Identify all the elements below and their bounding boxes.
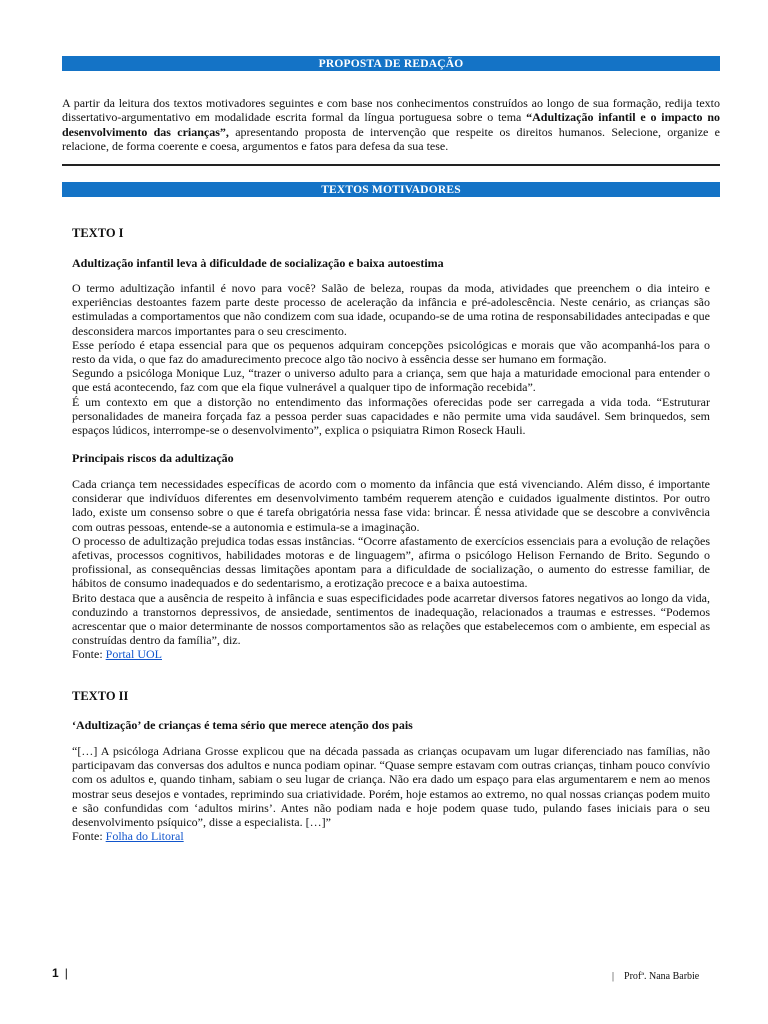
texto1-paragraph: É um contexto em que a distorção no entendimento das informações oferecidas pode ser carregada a vida toda. “Estruturar personalidades de maneira forçada faz a pessoa perder suas capacidades e não permite uma vida saudável. Sem brinquedos, sem espaços lúdicos, interrompe-se o desenvolvimento”, explica o psiquiatra Rimon Roseck Hauli. xyxy=(72,394,710,438)
texto1-source xyxy=(72,647,710,661)
footer-separator: | xyxy=(612,971,615,982)
footer-page-number xyxy=(52,966,68,980)
intro-text-part2: apresentando proposta de intervenção que respeite os direitos humanos. Selecione, organize e relacione, de forma coerente e coesa, argumentos e fatos para defesa da sua tese. xyxy=(62,124,720,154)
footer-separator: | xyxy=(64,966,68,980)
proposta-header-bar xyxy=(62,56,720,71)
texto1-paragraph: Brito destaca que a ausência de respeito à infância e suas especificidades pode acarretar diversos fatores negativos ao longo da vida, conduzindo a transtornos depressivos, de ansiedade, sentimentos de inadequação, relacionados a traumas e estresses. “Podemos acrescentar que o maior determinante de nossos comportamentos são as relações que estabelecemos com o ambiente, em especial as construídas dentro da família”, diz. xyxy=(72,590,710,648)
texto1-headline: Adultização infantil leva à dificuldade de socialização e baixa autoestima xyxy=(72,256,444,270)
texto2-headline: ‘Adultização’ de crianças é tema sério que merece atenção dos pais xyxy=(72,718,413,732)
source-label: Fonte: xyxy=(72,647,106,662)
intro-theme: “Adultização infantil e o impacto no desenvolvimento das crianças”, xyxy=(62,110,721,139)
source-link-portal-uol[interactable]: Portal UOL xyxy=(105,647,162,662)
footer-author xyxy=(612,970,699,984)
page-number: 1 xyxy=(52,966,59,980)
source-label: Fonte: xyxy=(72,829,106,844)
texto1-paragraph: Segundo a psicóloga Monique Luz, “trazer o universo adulto para a criança, sem que haja a maturidade emocional para entender o que está acontecendo, faz com que ela fique vulnerável a qualquer tipo de informação recebida”. xyxy=(72,366,710,395)
texto1-body-2 xyxy=(72,477,710,662)
section-divider xyxy=(62,164,720,166)
texto1-paragraph: O processo de adultização prejudica todas essas instâncias. “Ocorre afastamento de exercícios essenciais para a evolução de relações afetivas, processos cognitivos, habilidades motoras e de linguagem”, afirma o psicólogo Helison Fernando de Brito. Segundo o profissional, as consequências dessas limitações apontam para a dificuldade de socialização, o aumento do estresse familiar, de hábitos de consumo inadequados e do sedentarismo, a erotização precoce e a baixa autoestima. xyxy=(72,533,710,591)
texto1-paragraph: Cada criança tem necessidades específicas de acordo com o momento da infância que está vivenciando. Além disso, é importante considerar que indivíduos diferentes em desenvolvimento também requerem atenção e cuidados igualmente distintos. Por outro lado, existe um consenso sobre o que é tarefa obrigatória nessa fase vida: brincar. É nessa atividade que se descobre a convivência com outras pessoas, entende-se a autonomia e estimula-se a imaginação. xyxy=(72,477,710,534)
texto2-title: TEXTO II xyxy=(72,689,129,703)
proposta-header-label: PROPOSTA DE REDAÇÃO xyxy=(318,58,464,70)
texto1-body xyxy=(72,281,710,437)
texto1-paragraph: Esse período é etapa essencial para que os pequenos adquiram concepções psicológicas e morais que vão acompanhá-los para o resto da vida, o que faz do amadurecimento precoce algo tão nocivo à essência desse ser humano em formação. xyxy=(72,337,710,367)
texto1-subheading: Principais riscos da adultização xyxy=(72,451,234,465)
texto1-title: TEXTO I xyxy=(72,226,124,240)
source-link-folha-do-litoral[interactable]: Folha do Litoral xyxy=(105,829,184,844)
texto1-paragraph: O termo adultização infantil é novo para você? Salão de beleza, roupas da moda, atividades que preenchem o dia inteiro e experiências destoantes fazem parte deste processo de aceleração da infância e pré-adolescência. Neste cenário, as crianças são estimuladas a comportamentos que não condizem com sua idade, ocupando-se de uma rotina de responsabilidades antecipadas e que desconsidera marcos importantes para o seu crescimento. xyxy=(72,281,710,338)
texto2-body xyxy=(72,744,710,843)
intro-paragraph xyxy=(62,96,720,154)
author-name: Profª. Nana Barbie xyxy=(624,971,700,982)
textos-header-label: TEXTOS MOTIVADORES xyxy=(321,184,461,196)
textos-header-bar xyxy=(62,182,720,197)
texto2-source xyxy=(72,829,710,843)
texto2-paragraph: “[…] A psicóloga Adriana Grosse explicou que na década passada as crianças ocupavam um lugar diferenciado nas famílias, não participavam das conversas dos adultos e nunca podiam opinar. “Quase sempre estavam com outras crianças, tinham pouco convívio com os adultos e, quando tinham, sabiam o seu lugar de criança. Não era dado um espaço para elas argumentarem e nem ao menos mostrar seus desejos e vontades, reprimindo sua criatividade. Porém, hoje estamos ao extremo, no qual nossas crianças podem muito e são confundidas com ‘adultos mirins’. Antes não podiam nada e hoje podem quase tudo, pulando fases iniciais para o seu desenvolvimento psíquico”, disse a especialista. […]” xyxy=(72,744,710,830)
intro-text-part1: A partir da leitura dos textos motivadores seguintes e com base nos conhecimentos construídos ao longo de sua formação, redija texto dissertativo-argumentativo em modalidade escrita formal da língua portuguesa sobre o tema xyxy=(62,96,720,125)
